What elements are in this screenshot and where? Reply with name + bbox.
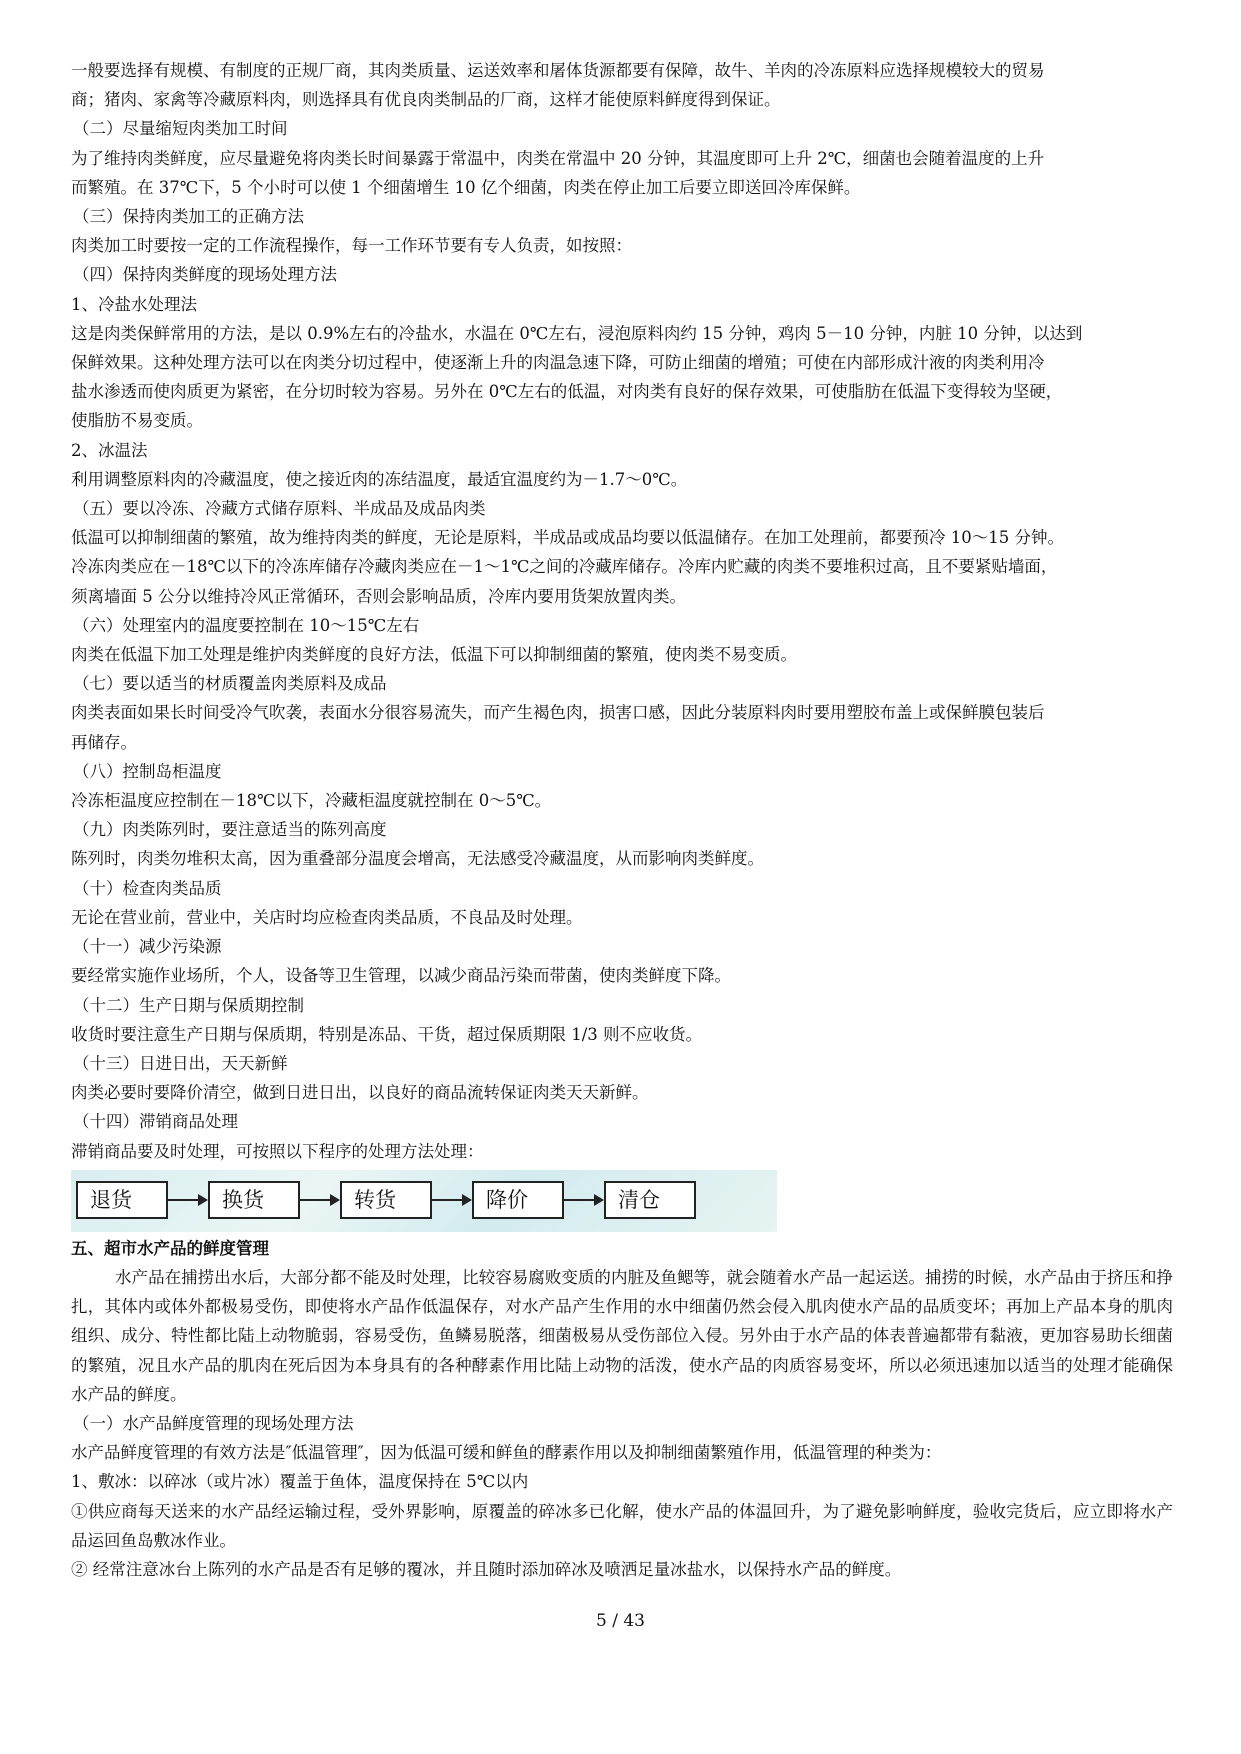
text-line: 1、敷冰：以碎冰（或片冰）覆盖于鱼体，温度保持在 5℃以内 <box>71 1472 529 1492</box>
text-line: 使脂肪不易变质。 <box>71 411 203 431</box>
text-line: 收货时要注意生产日期与保质期，特别是冻品、干货，超过保质期限 1/3 则不应收货。 <box>71 1024 703 1044</box>
text-line: 肉类加工时要按一定的工作流程操作，每一工作环节要有专人负责，如按照： <box>71 236 632 256</box>
text-line: 冷冻柜温度应控制在－18℃以下，冷藏柜温度就控制在 0～5℃。 <box>71 791 552 811</box>
text-line: 要经常实施作业场所，个人，设备等卫生管理，以减少商品污染而带菌，使肉类鲜度下降。 <box>71 966 731 986</box>
flow-step-return: 退货 <box>76 1181 168 1219</box>
text-line: （十四）滞销商品处理 <box>73 1112 238 1132</box>
flow-step-transfer: 转货 <box>340 1181 432 1219</box>
text-line: 陈列时，肉类勿堆积太高，因为重叠部分温度会增高，无法感受冷藏温度，从而影响肉类鲜度。 <box>71 849 764 869</box>
text-line: 无论在营业前，营业中，关店时均应检查肉类品质，不良品及时处理。 <box>71 907 583 927</box>
text-line: 低温可以抑制细菌的繁殖，故为维持肉类的鲜度，无论是原料，半成品或成品均要以低温储存。在加工处理前，都要预冷 10～15 分钟。 <box>71 528 1064 548</box>
flow-step-markdown: 降价 <box>472 1181 564 1219</box>
text-line: 滞销商品要及时处理，可按照以下程序的处理方法处理： <box>71 1141 484 1161</box>
flow-arrow <box>300 1199 338 1201</box>
text-line: （二）尽量缩短肉类加工时间 <box>73 119 288 139</box>
text-line: 肉类必要时要降价清空，做到日进日出，以良好的商品流转保证肉类天天新鲜。 <box>71 1083 649 1103</box>
text-line: 冷冻肉类应在－18℃以下的冷冻库储存冷藏肉类应在－1～1℃之间的冷藏库储存。冷库内贮藏的肉类不要堆积过高，且不要紧贴墙面， <box>71 557 1058 577</box>
text-line: 肉类在低温下加工处理是维护肉类鲜度的良好方法，低温下可以抑制细菌的繁殖，使肉类不易变质。 <box>71 645 797 665</box>
text-line: 盐水渗透而使肉质更为紧密，在分切时较为容易。另外在 0℃左右的低温，对肉类有良好的保存效果，可使脂肪在低温下变得较为坚硬， <box>71 382 1063 402</box>
text-line: （八）控制岛柜温度 <box>73 761 222 781</box>
section-paragraph: 水产品在捕捞出水后，大部分都不能及时处理，比较容易腐败变质的内脏及鱼鳃等，就会随着水产品一起运送。捕捞的时候，水产品由于挤压和挣扎，其体内或体外都极易受伤，即使将水产品作低温保存，对水产品产生作用的水中细菌仍然会侵入肌肉使水产品的品质变坏；再加上产品本身的肌肉组织、成分、特性都比陆上动物脆弱，容易受伤，鱼鳞易脱落，细菌极易从受伤部位入侵。另外由于水产品的体表普遍都带有黏液，更加容易助长细菌的繁殖，况且水产品的肌肉在死后因为本身具有的各种酵素作用比陆上动物的活泼，使水产品的肉质容易变坏，所以必须迅速加以适当的处理才能确保水产品的鲜度。 <box>71 1267 1173 1404</box>
document-body <box>71 56 1173 1584</box>
text-line: 1、冷盐水处理法 <box>71 294 197 314</box>
text-line: （十一）减少污染源 <box>73 937 222 957</box>
text-line: 须离墙面 5 公分以维持冷风正常循环，否则会影响品质，冷库内要用货架放置肉类。 <box>71 586 686 606</box>
text-line: 肉类表面如果长时间受冷气吹袭，表面水分很容易流失，而产生褐色肉，损害口感，因此分装原料肉时要用塑胶布盖上或保鲜膜包装后 <box>71 703 1045 723</box>
text-line: 水产品鲜度管理的有效方法是″低温管理″，因为低温可缓和鲜鱼的酵素作用以及抑制细菌繁殖作用，低温管理的种类为： <box>71 1443 942 1463</box>
process-flowchart <box>71 1170 777 1232</box>
text-line: （六）处理室内的温度要控制在 10～15℃左右 <box>73 615 420 635</box>
text-line: （十）检查肉类品质 <box>73 878 222 898</box>
text-line: 保鲜效果。这种处理方法可以在肉类分切过程中，使逐渐上升的肉温急速下降，可防止细菌的增殖；可使在内部形成汁液的肉类利用冷 <box>71 353 1045 373</box>
flow-arrow <box>564 1199 602 1201</box>
text-line: 商；猪肉、家禽等冷藏原料肉，则选择具有优良肉类制品的厂商，这样才能使原料鲜度得到保证。 <box>71 90 781 110</box>
text-line: （一）水产品鲜度管理的现场处理方法 <box>73 1413 354 1433</box>
flow-step-clearance: 清仓 <box>604 1181 696 1219</box>
text-line: 2、冰温法 <box>71 440 148 460</box>
text-line: （三）保持肉类加工的正确方法 <box>73 207 304 227</box>
text-line: （十三）日进日出，天天新鲜 <box>73 1053 288 1073</box>
text-line: 而繁殖。在 37℃下，5 个小时可以使 1 个细菌增生 10 亿个细菌，肉类在停止加工后要立即送回冷库保鲜。 <box>71 177 861 197</box>
page-number: 5 / 43 <box>596 1611 645 1631</box>
text-line: 为了维持肉类鲜度，应尽量避免将肉类长时间暴露于常温中，肉类在常温中 20 分钟，其温度即可上升 2℃，细菌也会随着温度的上升 <box>71 148 1045 168</box>
text-line: （九）肉类陈列时，要注意适当的陈列高度 <box>73 820 387 840</box>
text-line: 再储存。 <box>71 732 137 752</box>
flow-step-exchange: 换货 <box>208 1181 300 1219</box>
text-line: 一般要选择有规模、有制度的正规厂商，其肉类质量、运送效率和屠体货源都要有保障，故牛、羊肉的冷冻原料应选择规模较大的贸易 <box>71 61 1045 80</box>
section-heading: 五、超市水产品的鲜度管理 <box>71 1238 269 1258</box>
text-line: （七）要以适当的材质覆盖肉类原料及成品 <box>73 674 387 694</box>
seafood-method-text <box>71 1409 1173 1497</box>
text-line: （十二）生产日期与保质期控制 <box>73 995 304 1015</box>
list-item-2: ② 经常注意冰台上陈列的水产品是否有足够的覆冰，并且随时添加碎冰及喷洒足量冰盐水，以保持水产品的鲜度。 <box>71 1559 902 1579</box>
text-line: （四）保持肉类鲜度的现场处理方法 <box>73 265 337 285</box>
list-item-1: ①供应商每天送来的水产品经运输过程，受外界影响，原覆盖的碎冰多已化解，使水产品的体温回升，为了避免影响鲜度，验收完货后，应立即将水产品运回鱼岛敷冰作业。 <box>71 1501 1173 1550</box>
meat-section-text <box>71 56 1173 1166</box>
flow-arrow <box>432 1199 470 1201</box>
text-line: （五）要以冷冻、冷藏方式储存原料、半成品及成品肉类 <box>73 499 486 519</box>
flow-arrow <box>168 1199 206 1201</box>
text-line: 利用调整原料肉的冷藏温度，使之接近肉的冻结温度，最适宜温度约为－1.7～0℃。 <box>71 469 688 489</box>
text-line: 这是肉类保鲜常用的方法，是以 0.9%左右的冷盐水，水温在 0℃左右，浸泡原料肉约 15 分钟，鸡肉 5－10 分钟，内脏 10 分钟，以达到 <box>71 323 1083 343</box>
